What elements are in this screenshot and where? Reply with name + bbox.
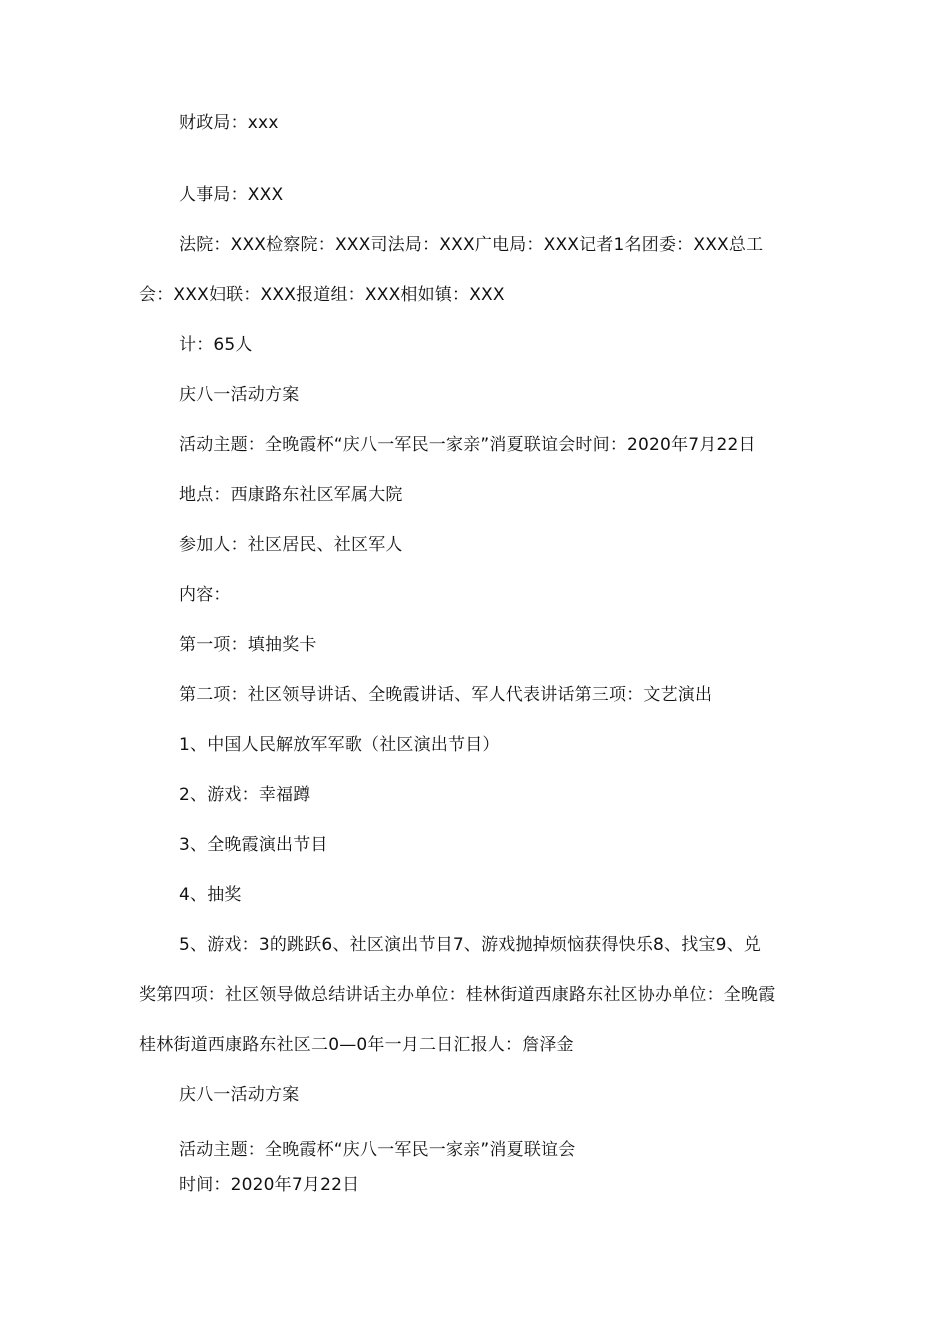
section-heading: 庆八一活动方案 (179, 385, 300, 405)
text-line-theme-time: 活动主题：全晚霞杯“庆八一军民一家亲”消夏联谊会时间：2020年7月22日 (179, 435, 756, 455)
text-line-theme-repeat: 活动主题：全晚霞杯“庆八一军民一家亲”消夏联谊会 (179, 1140, 576, 1160)
text-line-court-list: 法院：XXX检察院：XXX司法局：XXX广电局：XXX记者1名团委：XXX总工 (179, 235, 764, 255)
text-line-total: 计：65人 (179, 335, 253, 355)
text-line-item-4-organizers: 奖第四项：社区领导做总结讲话主办单位：桂林街道西康路东社区协办单位：全晚霞 (139, 985, 776, 1005)
list-item-3: 3、全晚霞演出节目 (179, 835, 328, 855)
text-line-item-1: 第一项：填抽奖卡 (179, 635, 317, 655)
text-line-time-repeat: 时间：2020年7月22日 (179, 1175, 360, 1195)
list-item-5: 5、游戏：3的跳跃6、社区演出节目7、游戏抛掉烦恼获得快乐8、找宝9、兑 (179, 935, 762, 955)
text-line-union-list: 会：XXX妇联：XXX报道组：XXX相如镇：XXX (139, 285, 505, 305)
text-line-reporter: 桂林街道西康路东社区二0—0年一月二日汇报人：詹泽金 (139, 1035, 574, 1055)
text-line-content-label: 内容： (179, 585, 231, 605)
list-item-4: 4、抽奖 (179, 885, 242, 905)
text-line-participants: 参加人：社区居民、社区军人 (179, 535, 403, 555)
text-line-location: 地点：西康路东社区军属大院 (179, 485, 403, 505)
text-line-item-2-3: 第二项：社区领导讲话、全晚霞讲话、军人代表讲话第三项：文艺演出 (179, 685, 713, 705)
list-item-1: 1、中国人民解放军军歌（社区演出节目） (179, 735, 500, 755)
text-line-personnel-bureau: 人事局：XXX (179, 185, 284, 205)
list-item-2: 2、游戏：幸福蹲 (179, 785, 311, 805)
text-line-finance-bureau: 财政局：xxx (179, 113, 279, 133)
section-heading-repeat: 庆八一活动方案 (179, 1085, 300, 1105)
